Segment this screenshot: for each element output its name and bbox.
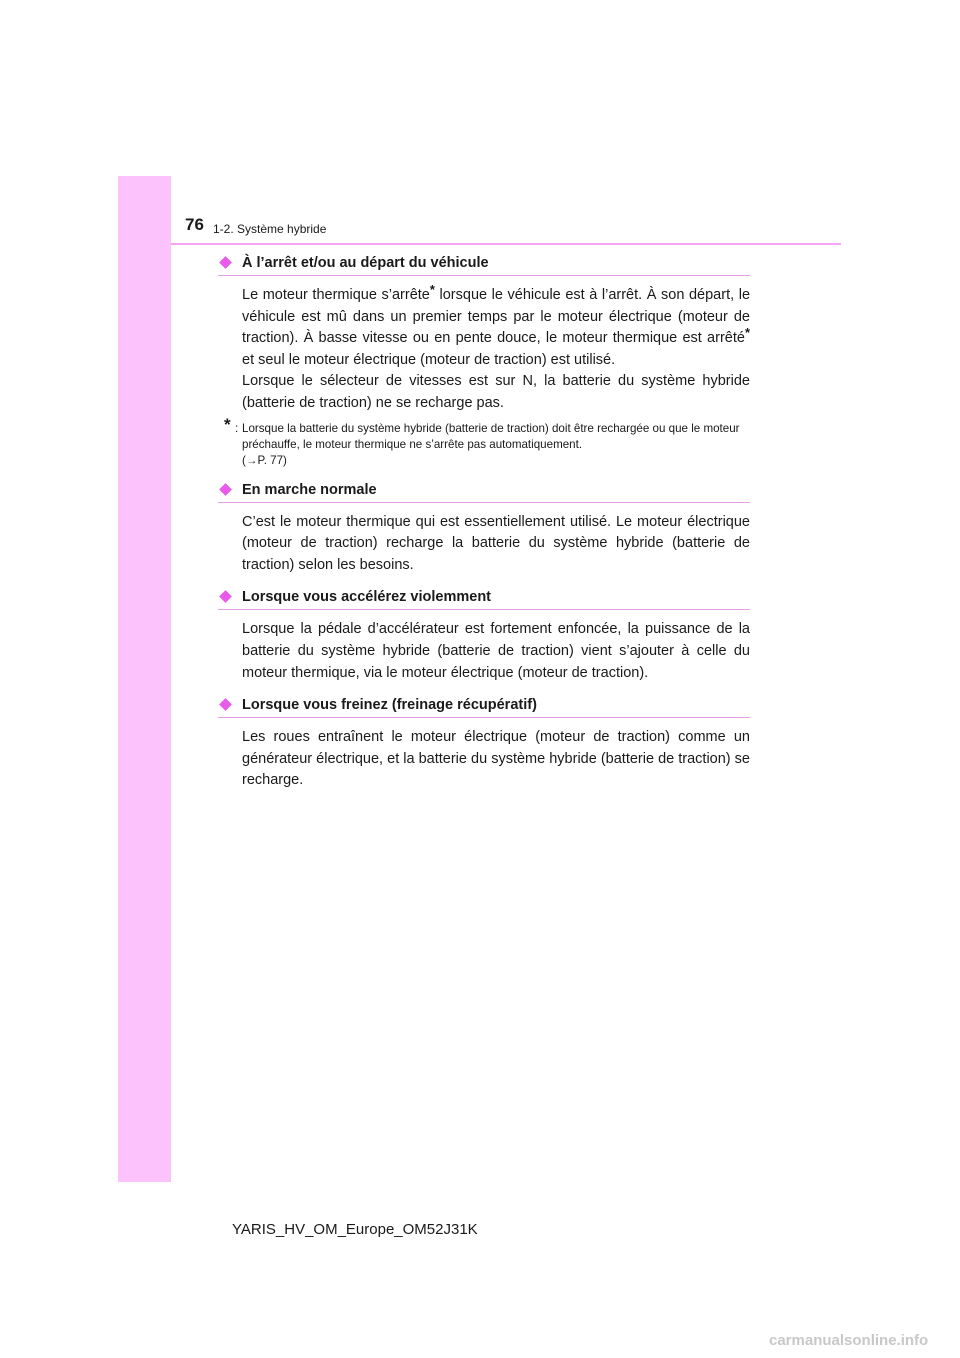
header-rule xyxy=(171,243,841,245)
body-paragraph: Lorsque le sélecteur de vitesses est sur N, la batterie du système hybride (batterie de traction) ne se recharge pas. xyxy=(242,373,750,411)
heading-text: À l’arrêt et/ou au départ du véhicule xyxy=(242,255,489,271)
footnote-text: Lorsque la batterie du système hybride (batterie de traction) doit être rechargée ou que le moteur préchauffe, le moteur thermique ne s’arrête pas automatiquement. xyxy=(242,421,740,451)
section-heading xyxy=(218,588,750,610)
diamond-bullet-icon xyxy=(219,256,232,269)
watermark: carmanualsonline.info xyxy=(769,1332,929,1349)
section-normal-driving xyxy=(218,481,750,577)
asterisk-mark: * xyxy=(744,325,750,341)
footnote-colon: : xyxy=(235,421,239,435)
section-title: 1-2. Système hybride xyxy=(213,222,327,236)
body-paragraph xyxy=(242,282,751,371)
section-body: Lorsque la pédale d’accélérateur est fortement enfoncée, la puissance de la batterie du système hybride (batterie de traction) vient s’ajouter à celle du moteur thermique, via le moteur électrique (moteur de traction). xyxy=(242,621,750,681)
footnote-asterisk: * xyxy=(224,414,231,434)
footnote xyxy=(218,414,750,469)
document-code: YARIS_HV_OM_Europe_OM52J31K xyxy=(232,1221,478,1238)
heading-text: Lorsque vous accélérez violemment xyxy=(242,589,492,606)
text-run: lorsque le véhicule est à l’arrêt. À son départ, le véhicule est mû dans un premier temps par le moteur électrique (moteur de traction). À basse vitesse ou en pente douce, le moteur thermique est arrêté xyxy=(242,287,751,347)
text-run: et seul le moteur électrique (moteur de traction) est utilisé. xyxy=(242,351,616,368)
section-body: Les roues entraînent le moteur électrique (moteur de traction) comme un générateur électrique, et la batterie du système hybride (batterie de traction) se recharge. xyxy=(242,729,750,789)
page-content xyxy=(218,254,750,804)
section-heading xyxy=(218,254,750,276)
section-body: C’est le moteur thermique qui est essentiellement utilisé. Le moteur électrique (moteur de traction) recharge la batterie du système hybride (batterie de traction) selon les besoins. xyxy=(242,513,750,573)
section-hard-acceleration xyxy=(218,588,750,684)
section-stop-start xyxy=(218,254,750,469)
asterisk-mark: * xyxy=(429,282,435,297)
section-heading xyxy=(218,481,750,503)
diamond-bullet-icon xyxy=(219,590,232,603)
heading-text: Lorsque vous freinez (freinage récupératif) xyxy=(242,697,537,714)
heading-text: En marche normale xyxy=(242,481,377,498)
footnote-page-ref: (→P. 77) xyxy=(242,453,287,467)
chapter-tab-sidebar xyxy=(118,176,171,1182)
section-body xyxy=(242,282,751,415)
section-regenerative-braking xyxy=(218,696,750,792)
text-run: Le moteur thermique s’arrête xyxy=(242,287,430,303)
page-number: 76 xyxy=(185,215,204,234)
diamond-bullet-icon xyxy=(219,698,232,711)
diamond-bullet-icon xyxy=(219,483,232,496)
section-heading xyxy=(218,696,750,718)
